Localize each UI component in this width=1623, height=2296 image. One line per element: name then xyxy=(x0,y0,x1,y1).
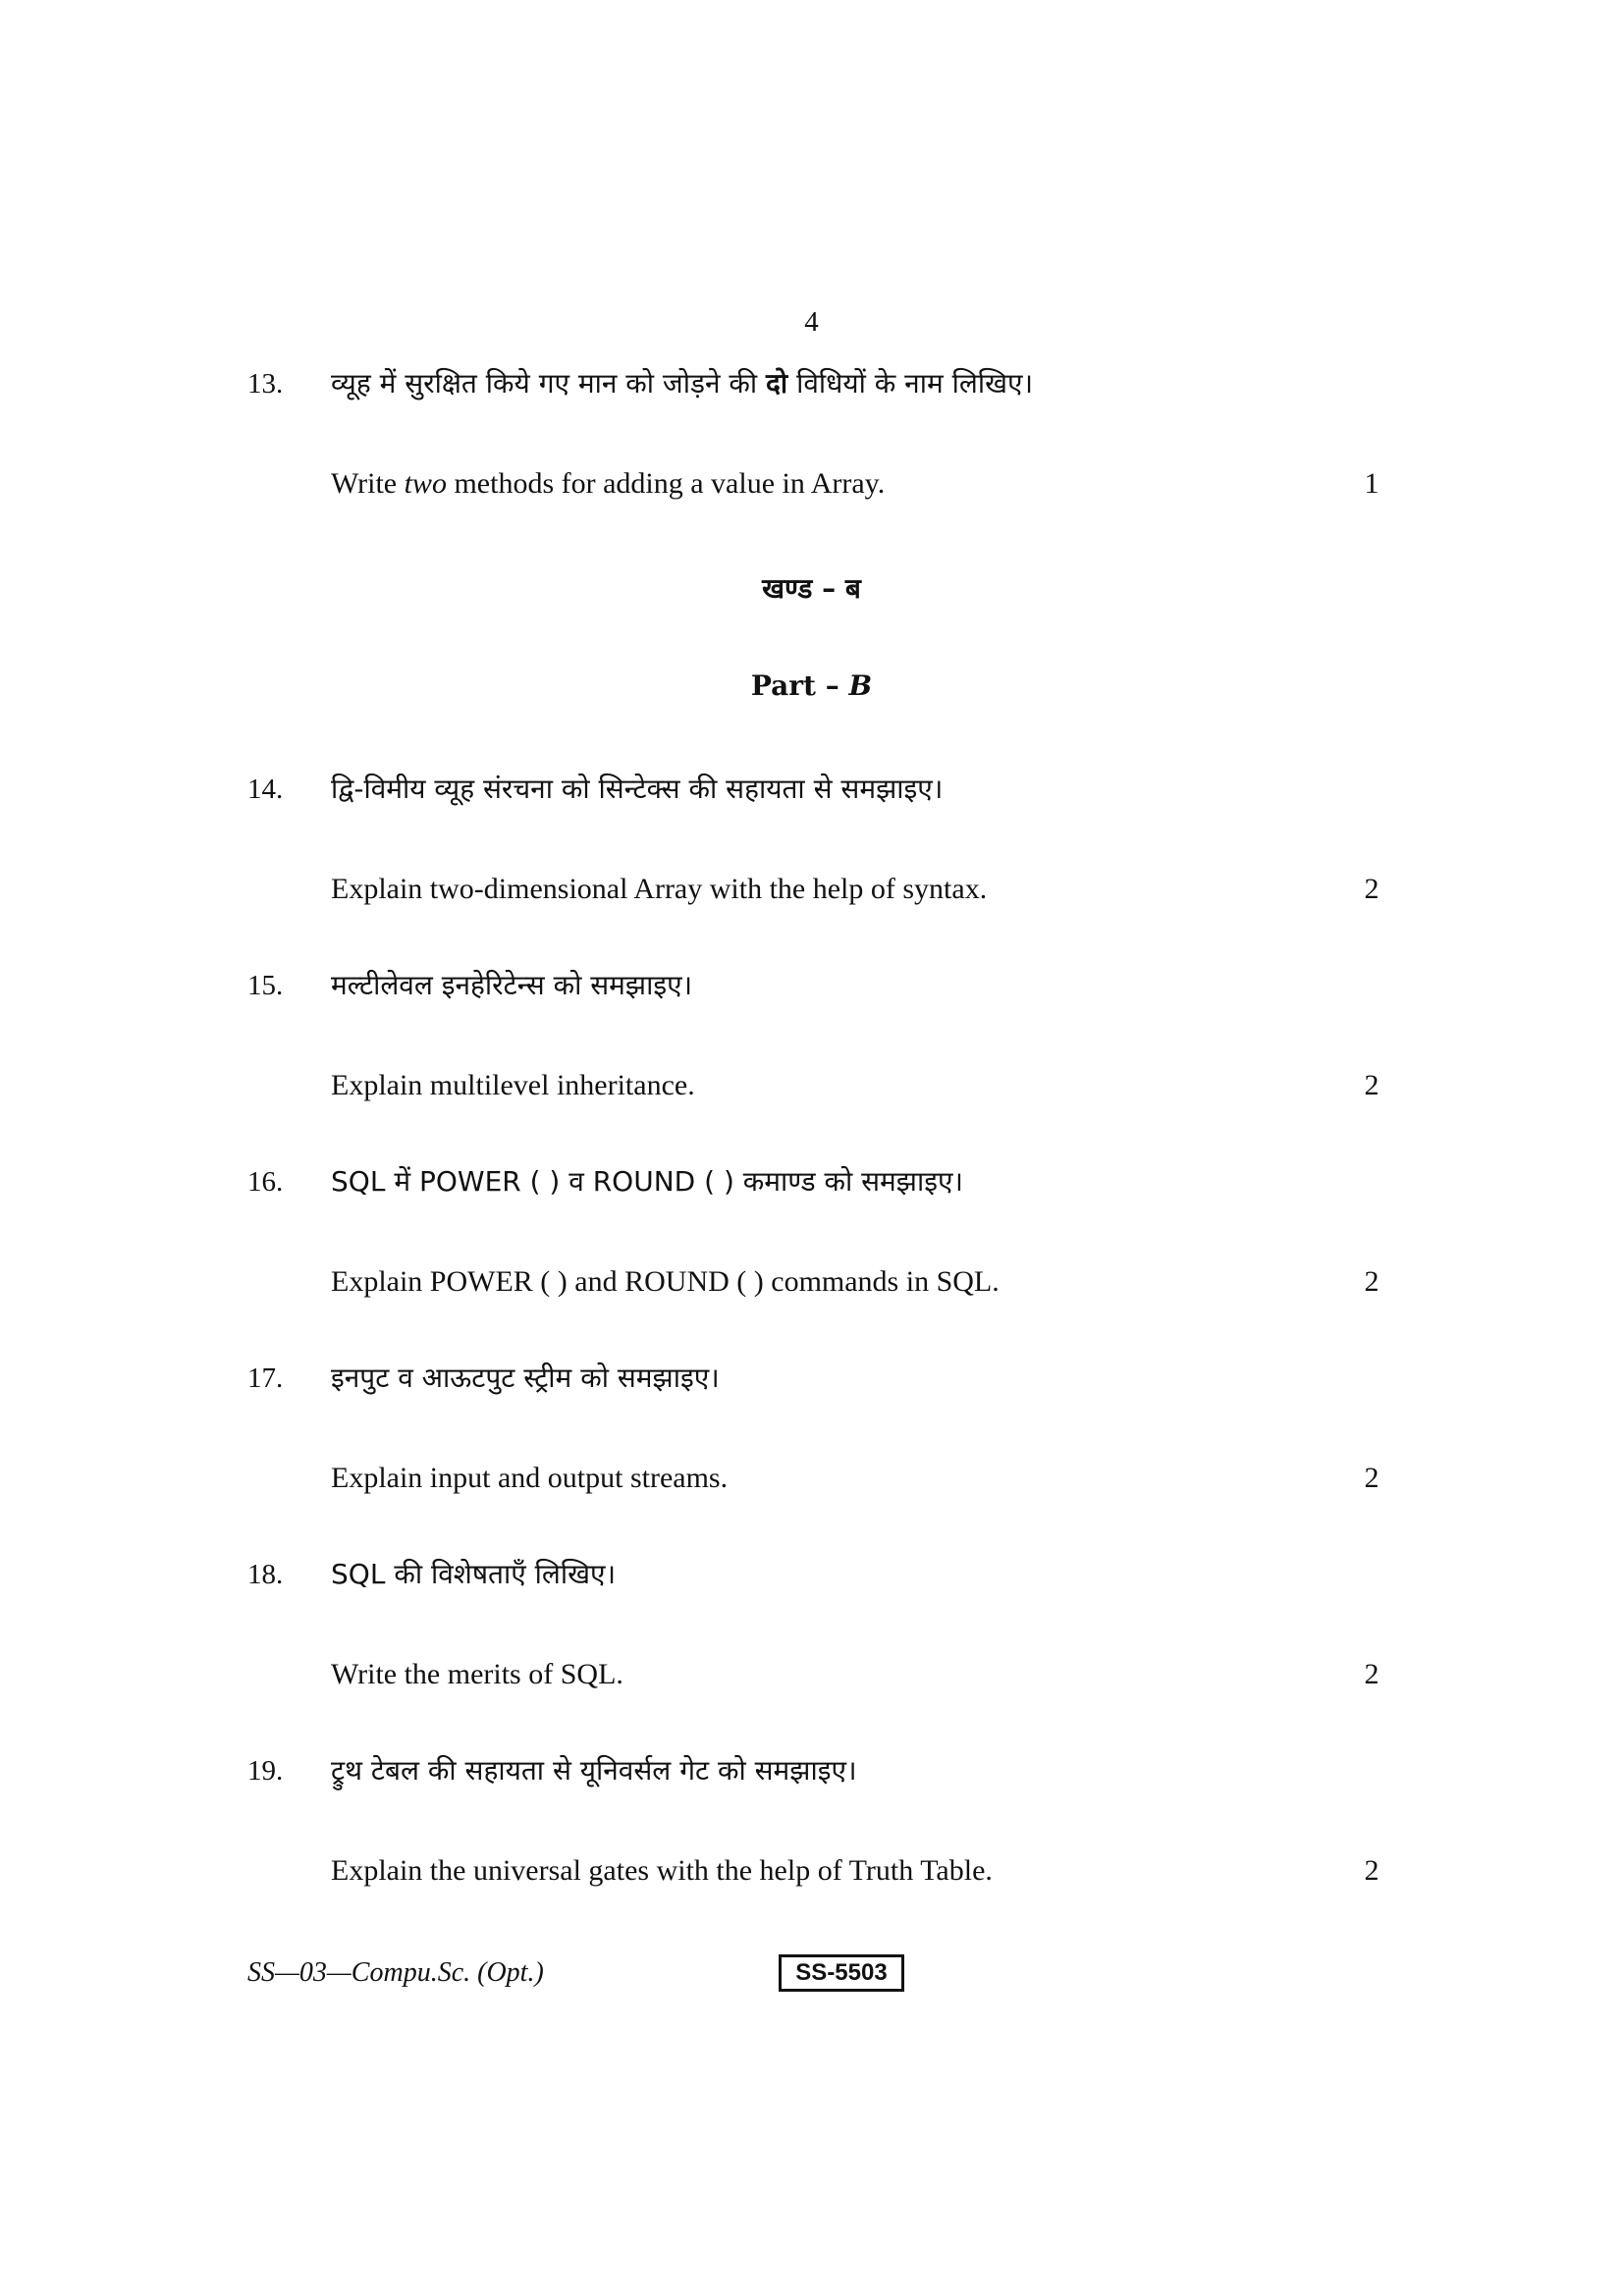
question-19-hindi xyxy=(247,1747,1386,1794)
booklet-code-badge: SS-5503 xyxy=(779,1954,904,1992)
question-text-english: Explain input and output streams. xyxy=(331,1462,729,1494)
question-text-hindi xyxy=(331,360,1033,407)
question-text-hindi: SQL में POWER ( ) व ROUND ( ) कमाण्ड को समझाइए। xyxy=(331,1165,964,1198)
question-text-hindi: द्वि-विमीय व्यूह संरचना को सिन्टेक्स की सहायता से समझाइए। xyxy=(331,773,944,805)
hindi-text-part: व्यूह में सुरक्षित किये गए मान को जोड़ने की xyxy=(331,367,767,400)
english-emphasis: two xyxy=(404,467,447,500)
marks: 2 xyxy=(1364,1854,1380,1887)
question-number: 14. xyxy=(247,774,284,805)
question-13-hindi xyxy=(247,360,1386,407)
question-text-english: Explain multilevel inheritance. xyxy=(331,1069,695,1101)
question-17-hindi xyxy=(247,1355,1386,1402)
question-text-english: Explain two-dimensional Array with the help of syntax. xyxy=(331,873,988,905)
question-number: 19. xyxy=(247,1755,284,1787)
question-text-hindi: ट्रुथ टेबल की सहायता से यूनिवर्सल गेट को समझाइए। xyxy=(331,1754,857,1787)
question-14-hindi xyxy=(247,766,1386,813)
marks: 2 xyxy=(1364,1265,1380,1298)
marks: 2 xyxy=(1364,1462,1380,1494)
question-text-english: Explain the universal gates with the help of Truth Table. xyxy=(331,1854,993,1887)
page-number: 4 xyxy=(804,306,819,338)
question-text-hindi: SQL की विशेषताएँ लिखिए। xyxy=(331,1558,617,1590)
english-text-part: Write xyxy=(331,467,405,500)
question-16-hindi xyxy=(247,1158,1386,1205)
question-text-english: Explain POWER ( ) and ROUND ( ) commands in SQL. xyxy=(331,1265,1000,1298)
hindi-emphasis: दो xyxy=(766,367,788,400)
question-number: 13. xyxy=(247,368,284,400)
paper-code: SS—03—Compu.Sc. (Opt.) xyxy=(247,1957,544,1988)
question-text-hindi: इनपुट व आऊटपुट स्ट्रीम को समझाइए। xyxy=(331,1362,720,1394)
question-text-hindi: मल्टीलेवल इनहेरिटेन्स को समझाइए। xyxy=(331,969,693,1001)
marks: 2 xyxy=(1364,1658,1380,1690)
question-19-english xyxy=(247,1847,1386,1895)
section-heading-prefix: Part – xyxy=(750,669,849,702)
question-17-english xyxy=(247,1455,1386,1502)
question-text-english: Write the merits of SQL. xyxy=(331,1658,623,1690)
marks: 2 xyxy=(1364,873,1380,905)
question-text-english xyxy=(331,460,885,507)
question-number: 16. xyxy=(247,1166,284,1198)
english-text-part: methods for adding a value in Array. xyxy=(446,467,886,500)
question-16-english xyxy=(247,1258,1386,1306)
question-15-english xyxy=(247,1062,1386,1109)
section-heading-english xyxy=(0,669,1623,702)
marks: 1 xyxy=(1364,467,1380,500)
question-14-english xyxy=(247,866,1386,913)
question-number: 15. xyxy=(247,970,284,1001)
question-18-english xyxy=(247,1651,1386,1698)
marks: 2 xyxy=(1364,1069,1380,1101)
question-15-hindi xyxy=(247,962,1386,1009)
section-heading-letter: B xyxy=(848,669,873,702)
section-heading-hindi: खण्ड – ब xyxy=(762,572,861,605)
hindi-text-part: विधियों के नाम लिखिए। xyxy=(787,367,1034,400)
question-13-english xyxy=(247,460,1386,507)
question-number: 18. xyxy=(247,1559,284,1590)
question-18-hindi xyxy=(247,1551,1386,1598)
question-number: 17. xyxy=(247,1362,284,1394)
